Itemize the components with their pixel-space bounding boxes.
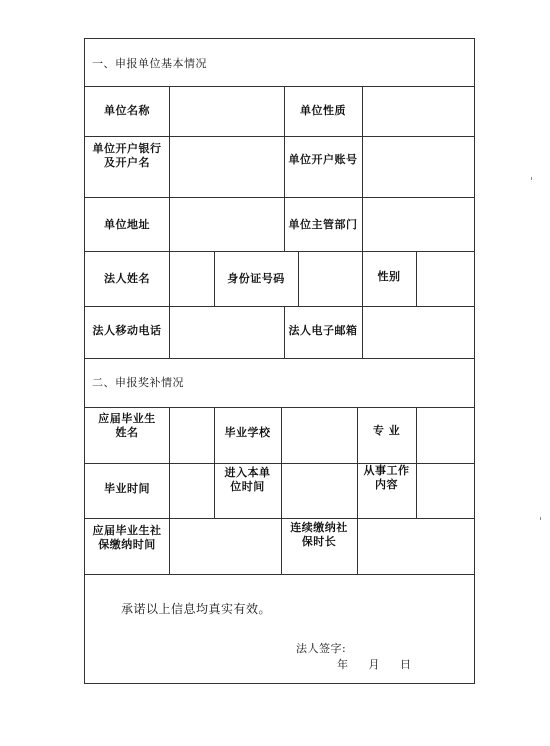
table-row-divider — [85, 518, 474, 519]
signature-label: 法人签字: — [296, 642, 347, 655]
label-email: 法人电子邮箱 — [288, 324, 358, 337]
date-line: 年 月 日 — [337, 658, 412, 671]
label-social-line1: 应届毕业生社 — [92, 524, 162, 537]
table-col-divider — [416, 463, 417, 518]
label-grad-name-line2: 姓名 — [115, 426, 139, 439]
table-row-divider — [85, 358, 474, 359]
label-major: 专 业 — [372, 424, 401, 437]
label-work-line2: 内容 — [375, 478, 398, 491]
label-id-number: 身份证号码 — [227, 272, 285, 285]
label-grad-time: 毕业时间 — [104, 482, 150, 495]
label-unit-name: 单位名称 — [104, 104, 150, 117]
table-col-divider — [169, 136, 170, 197]
table-col-divider — [362, 306, 363, 358]
table-row-divider — [85, 306, 474, 307]
table-col-divider — [362, 86, 363, 136]
table-row-divider — [85, 197, 474, 198]
label-social-line2: 保缴纳时间 — [98, 538, 156, 551]
table-col-divider — [169, 197, 170, 251]
label-bank-line2: 及开户名 — [104, 156, 150, 169]
table-col-divider — [281, 407, 282, 463]
table-col-divider — [416, 407, 417, 463]
table-col-divider — [169, 86, 170, 136]
label-department: 单位主管部门 — [288, 218, 358, 231]
scan-mark — [531, 177, 532, 180]
table-col-divider — [169, 407, 170, 463]
label-mobile: 法人移动电话 — [92, 324, 162, 337]
table-col-divider — [281, 463, 282, 518]
table-row-divider — [85, 136, 474, 137]
table-col-divider — [169, 518, 170, 574]
label-bank-line1: 单位开户银行 — [92, 142, 162, 155]
commitment-statement: 承诺以上信息均真实有效。 — [121, 602, 272, 616]
table-col-divider — [169, 306, 170, 358]
label-legal-name: 法人姓名 — [104, 272, 150, 285]
label-continuous-line1: 连续缴纳社 — [290, 521, 348, 534]
label-unit-nature: 单位性质 — [300, 104, 346, 117]
label-gender: 性别 — [377, 270, 401, 283]
label-work-line1: 从事工作 — [363, 464, 410, 477]
label-school: 毕业学校 — [224, 426, 271, 439]
table-col-divider — [357, 518, 358, 574]
label-continuous-line2: 保时长 — [301, 535, 337, 548]
label-join-line1: 进入本单 — [224, 466, 271, 479]
label-join-line2: 位时间 — [230, 480, 265, 493]
section-heading-subsidy: 二、申报奖补情况 — [92, 376, 184, 389]
section-heading-basic: 一、申报单位基本情况 — [92, 57, 207, 70]
scan-mark — [540, 517, 541, 520]
label-account-no: 单位开户账号 — [288, 153, 358, 166]
table-row-divider — [85, 86, 474, 87]
table-col-divider — [169, 251, 170, 306]
label-grad-name-line1: 应届毕业生 — [98, 412, 156, 425]
table-row-divider — [85, 574, 474, 575]
table-col-divider — [298, 251, 299, 306]
label-address: 单位地址 — [104, 218, 150, 231]
table-col-divider — [416, 251, 417, 306]
table-col-divider — [169, 463, 170, 518]
application-form-table — [84, 38, 475, 684]
table-col-divider — [362, 136, 363, 197]
table-col-divider — [362, 197, 363, 251]
